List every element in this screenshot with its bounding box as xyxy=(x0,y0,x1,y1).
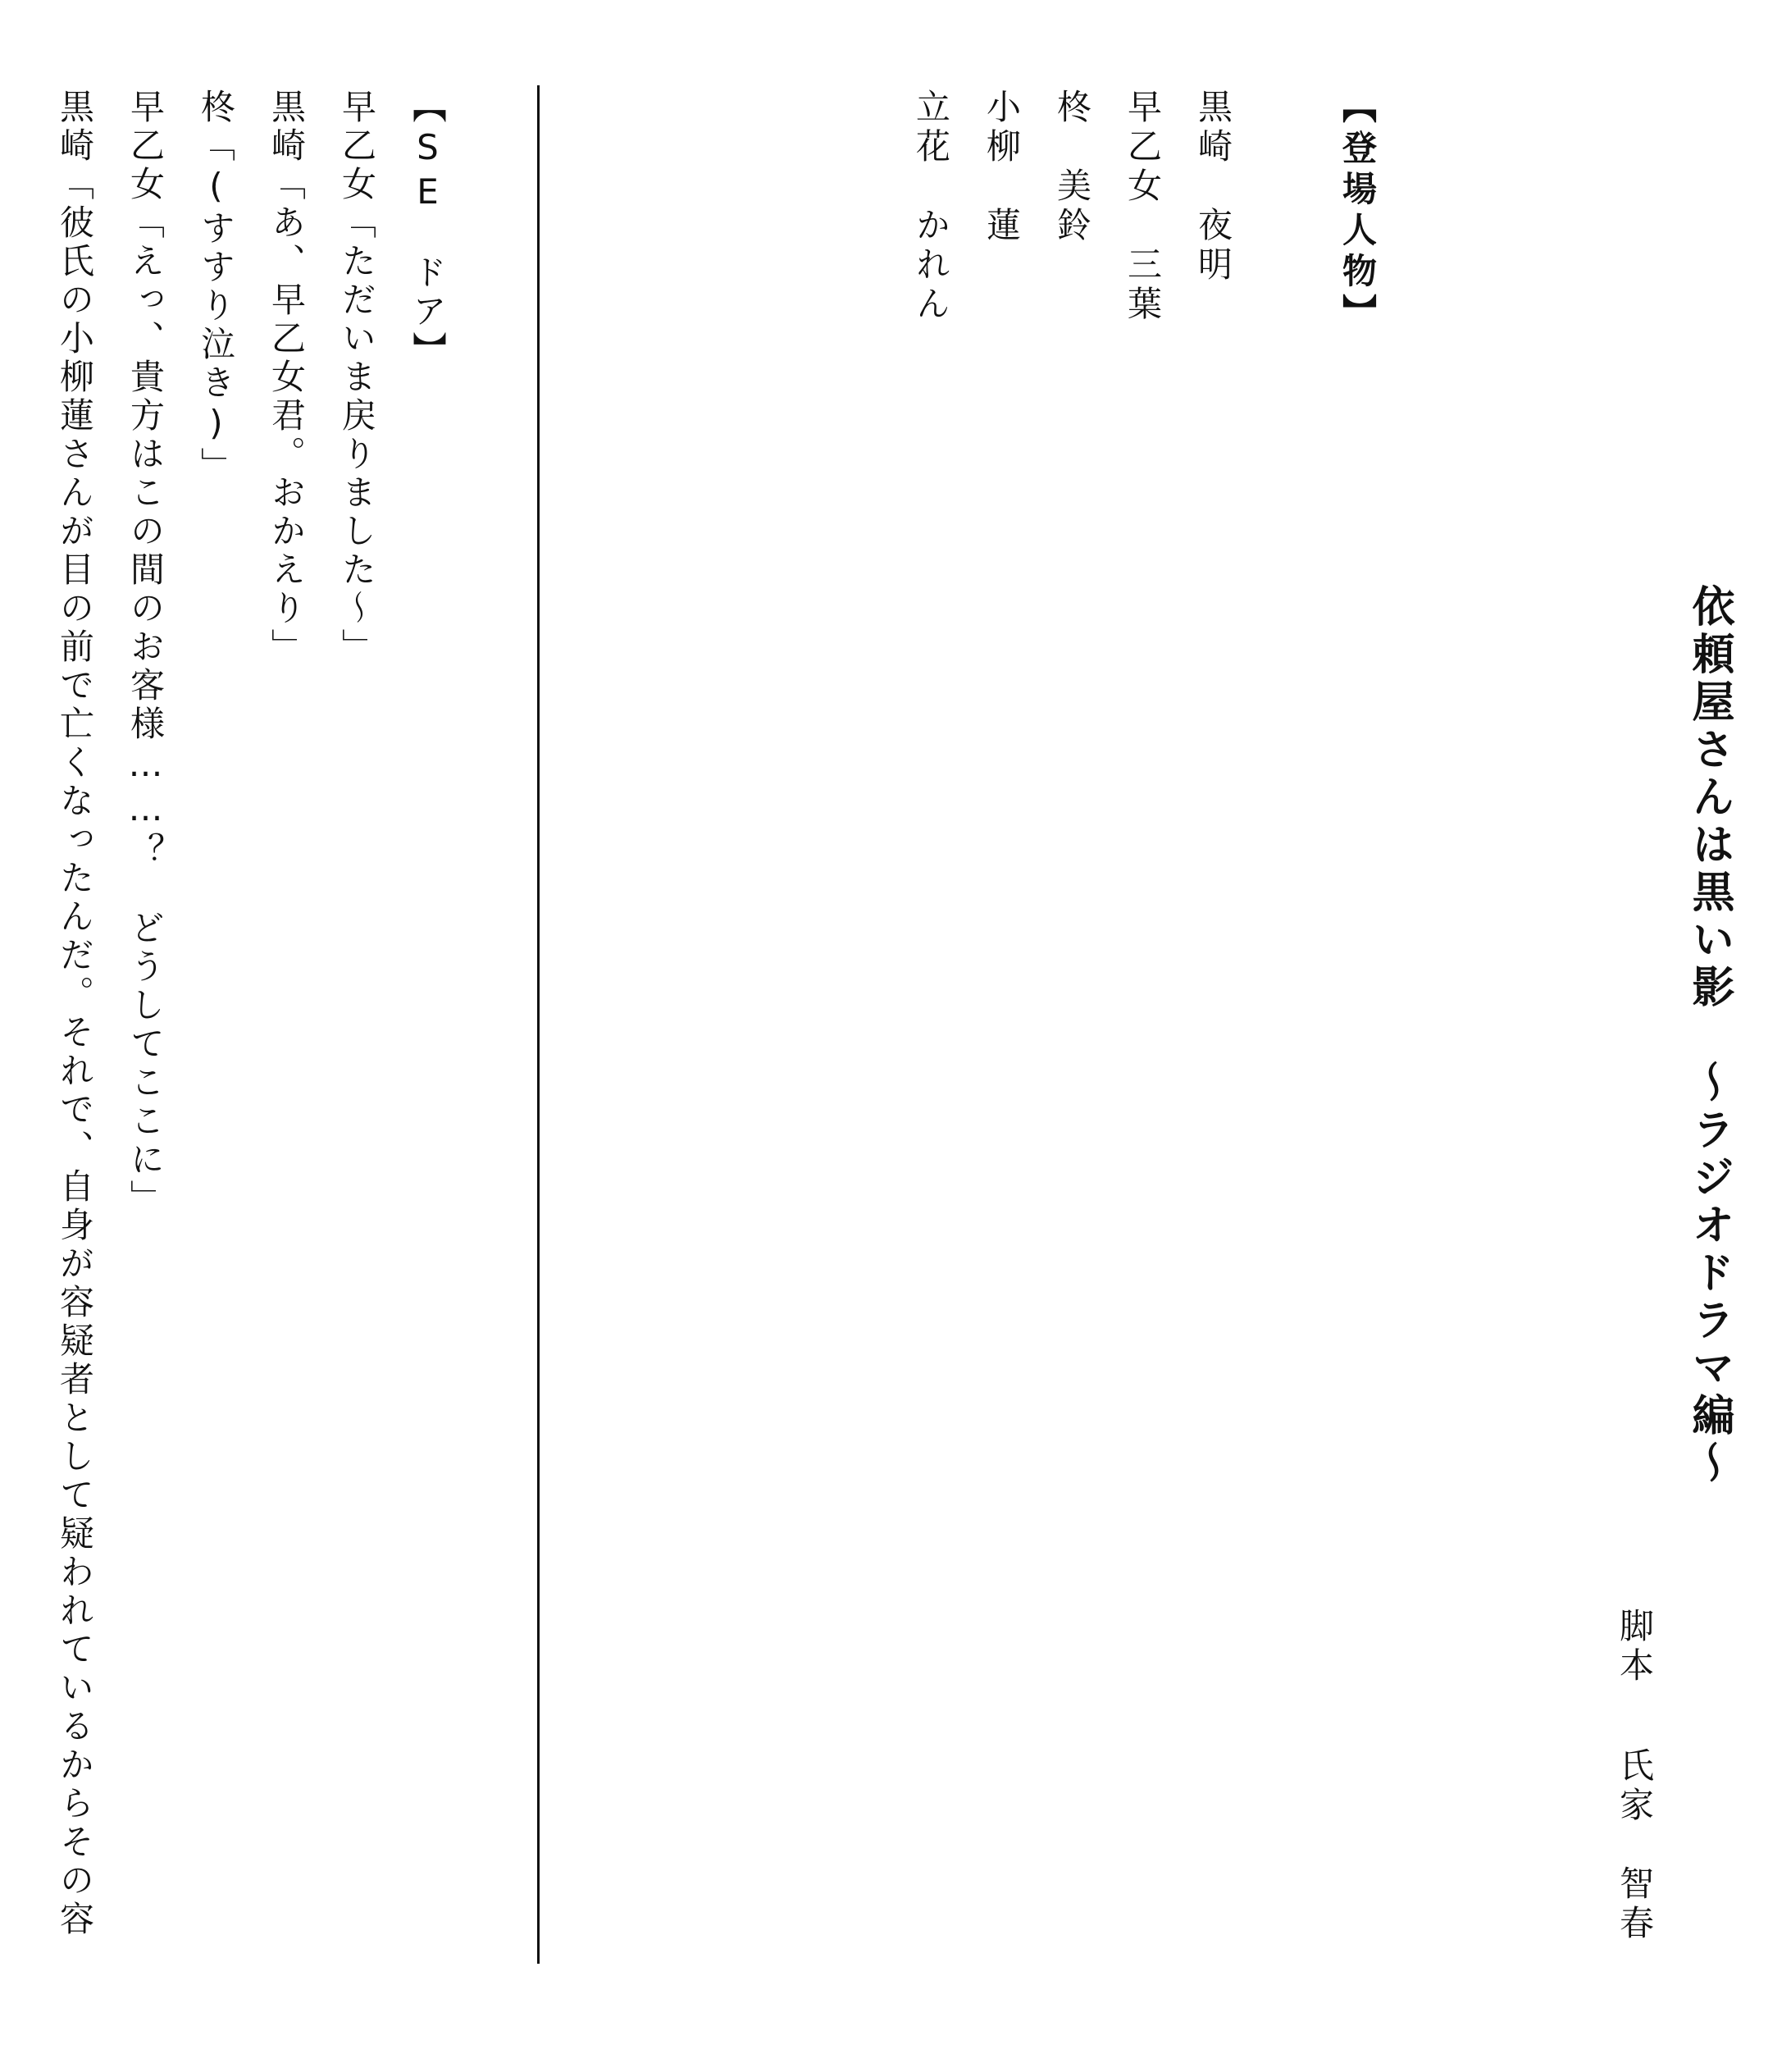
script-line: 黒崎「あ、早乙女君。おかえり」 xyxy=(267,89,307,667)
script-line: 黒崎「彼氏の小柳蓮さんが目の前で亡くなったんだ。それで、自身が容疑者として疑われているからその容 xyxy=(55,89,95,1939)
cast-member: 小柳 蓮 xyxy=(982,89,1022,246)
script-line: 早乙女「えっ、貴方はこの間のお客様……？ どうしてここに」 xyxy=(125,89,166,1218)
cast-member: 柊 美鈴 xyxy=(1052,89,1092,246)
section-divider xyxy=(537,85,540,1964)
author-label: 脚本 xyxy=(1615,1608,1655,1686)
script-line: 【SE ドア】 xyxy=(408,89,448,370)
script-line: 柊「(すすり泣き)」 xyxy=(196,89,236,486)
cast-heading: 【登場人物】 xyxy=(1338,89,1378,335)
author-name: 氏家 智春 xyxy=(1615,1747,1655,1944)
script-line: 早乙女「ただいま戻りました～」 xyxy=(337,89,377,667)
cast-member: 早乙女 三葉 xyxy=(1123,89,1163,325)
cast-member: 黒崎 夜明 xyxy=(1193,89,1233,285)
cast-member: 立花 かれん xyxy=(911,89,951,325)
document-title: 依頼屋さんは黒い影 ～ラジオドラマ編～ xyxy=(1684,584,1734,1488)
